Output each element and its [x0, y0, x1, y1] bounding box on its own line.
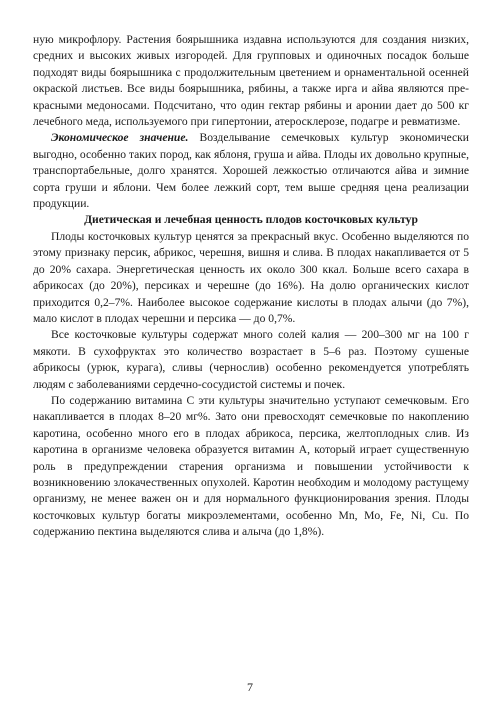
paragraph-taste-sugar: Плоды косточковых культур ценятся за прекрасный вкус. Особенно выделяются по этому признаку персик, абрикос, черешня, вишня и слива. В плодах накапливается от 5 до 20% сахара. Энергетическая ценность их около 300 ккал. Больше всего сахара в абрикосах (до 20%), персиках и черешне (до 16%). На долю органических кислот приходится 0,2–7%. Наиболее высокое содержание кислоты в плодах алычи (до 7%), мало кислот в плодах черешни и персика — до 0,7%. [33, 229, 469, 325]
section-heading: Диетическая и лечебная ценность плодов косточковых культур [84, 213, 418, 227]
paragraph-microflora: ную микрофлору. Растения боярышника издавна используются для создания низких, средних и высоких живых изгородей. Для групповых и одиночных посадок больше подходят виды боярышника с продолжительным цветением и орнаментальной осенней окраской листьев. Все виды боярышника, рябины, а также ирга и айва являются прекрасными медоносами. Подсчитано, что один гектар рябины и аронии дает до 500 кг лечебного меда, используемого при гипертонии, атеросклерозе, подагре и ревматизме. [33, 33, 469, 129]
page-body [33, 32, 469, 541]
economic-value-text: Возделывание семечковых культур экономически выгодно, особенно таких пород, как яблоня, груша и айва. Плоды их довольно крупные, транспортабельные, долго хранятся. Хорошей лежкостью отличаются айва и зимние сорта груши и яблони. Чем более лежкий сорт, тем выше средняя цена реализации продукции. [33, 131, 469, 211]
page-number: 7 [247, 680, 253, 694]
paragraph-economic-value [33, 130, 469, 212]
paragraph-vitamin-c: По содержанию витамина С эти культуры значительно уступают семечковым. Его накапливается в плодах 8–20 мг%. Зато они превосходят семечковые по накоплению каротина, особенно много его в плодах абрикоса, персика, желтоплодных слив. Из каротина в организме человека образуется витамин А, который играет существенную роль в предупреждении старения организма и повышении устойчивости к возникновению злокачественных опухолей. Каротин необходим и молодому растущему организму, не менее важен он и для нормального функционирования зрения. Плоды косточковых культур богаты микроэлементами, особенно Mn, Mo, Fe, Ni, Cu. По содержанию пектина выделяются слива и алыча (до 1,8%). [33, 393, 469, 539]
paragraph-potassium: Все косточковые культуры содержат много солей калия — 200–300 мг на 100 г мякоти. В сухофруктах это количество возрастает в 5–6 раз. Поэтому сушеные абрикосы (урюк, курага), сливы (чернослив) особенно рекомендуется употреблять людям с заболеваниями сердечно-сосудистой системы и почек. [33, 328, 469, 391]
economic-value-lead: Экономическое значение. [51, 131, 189, 145]
